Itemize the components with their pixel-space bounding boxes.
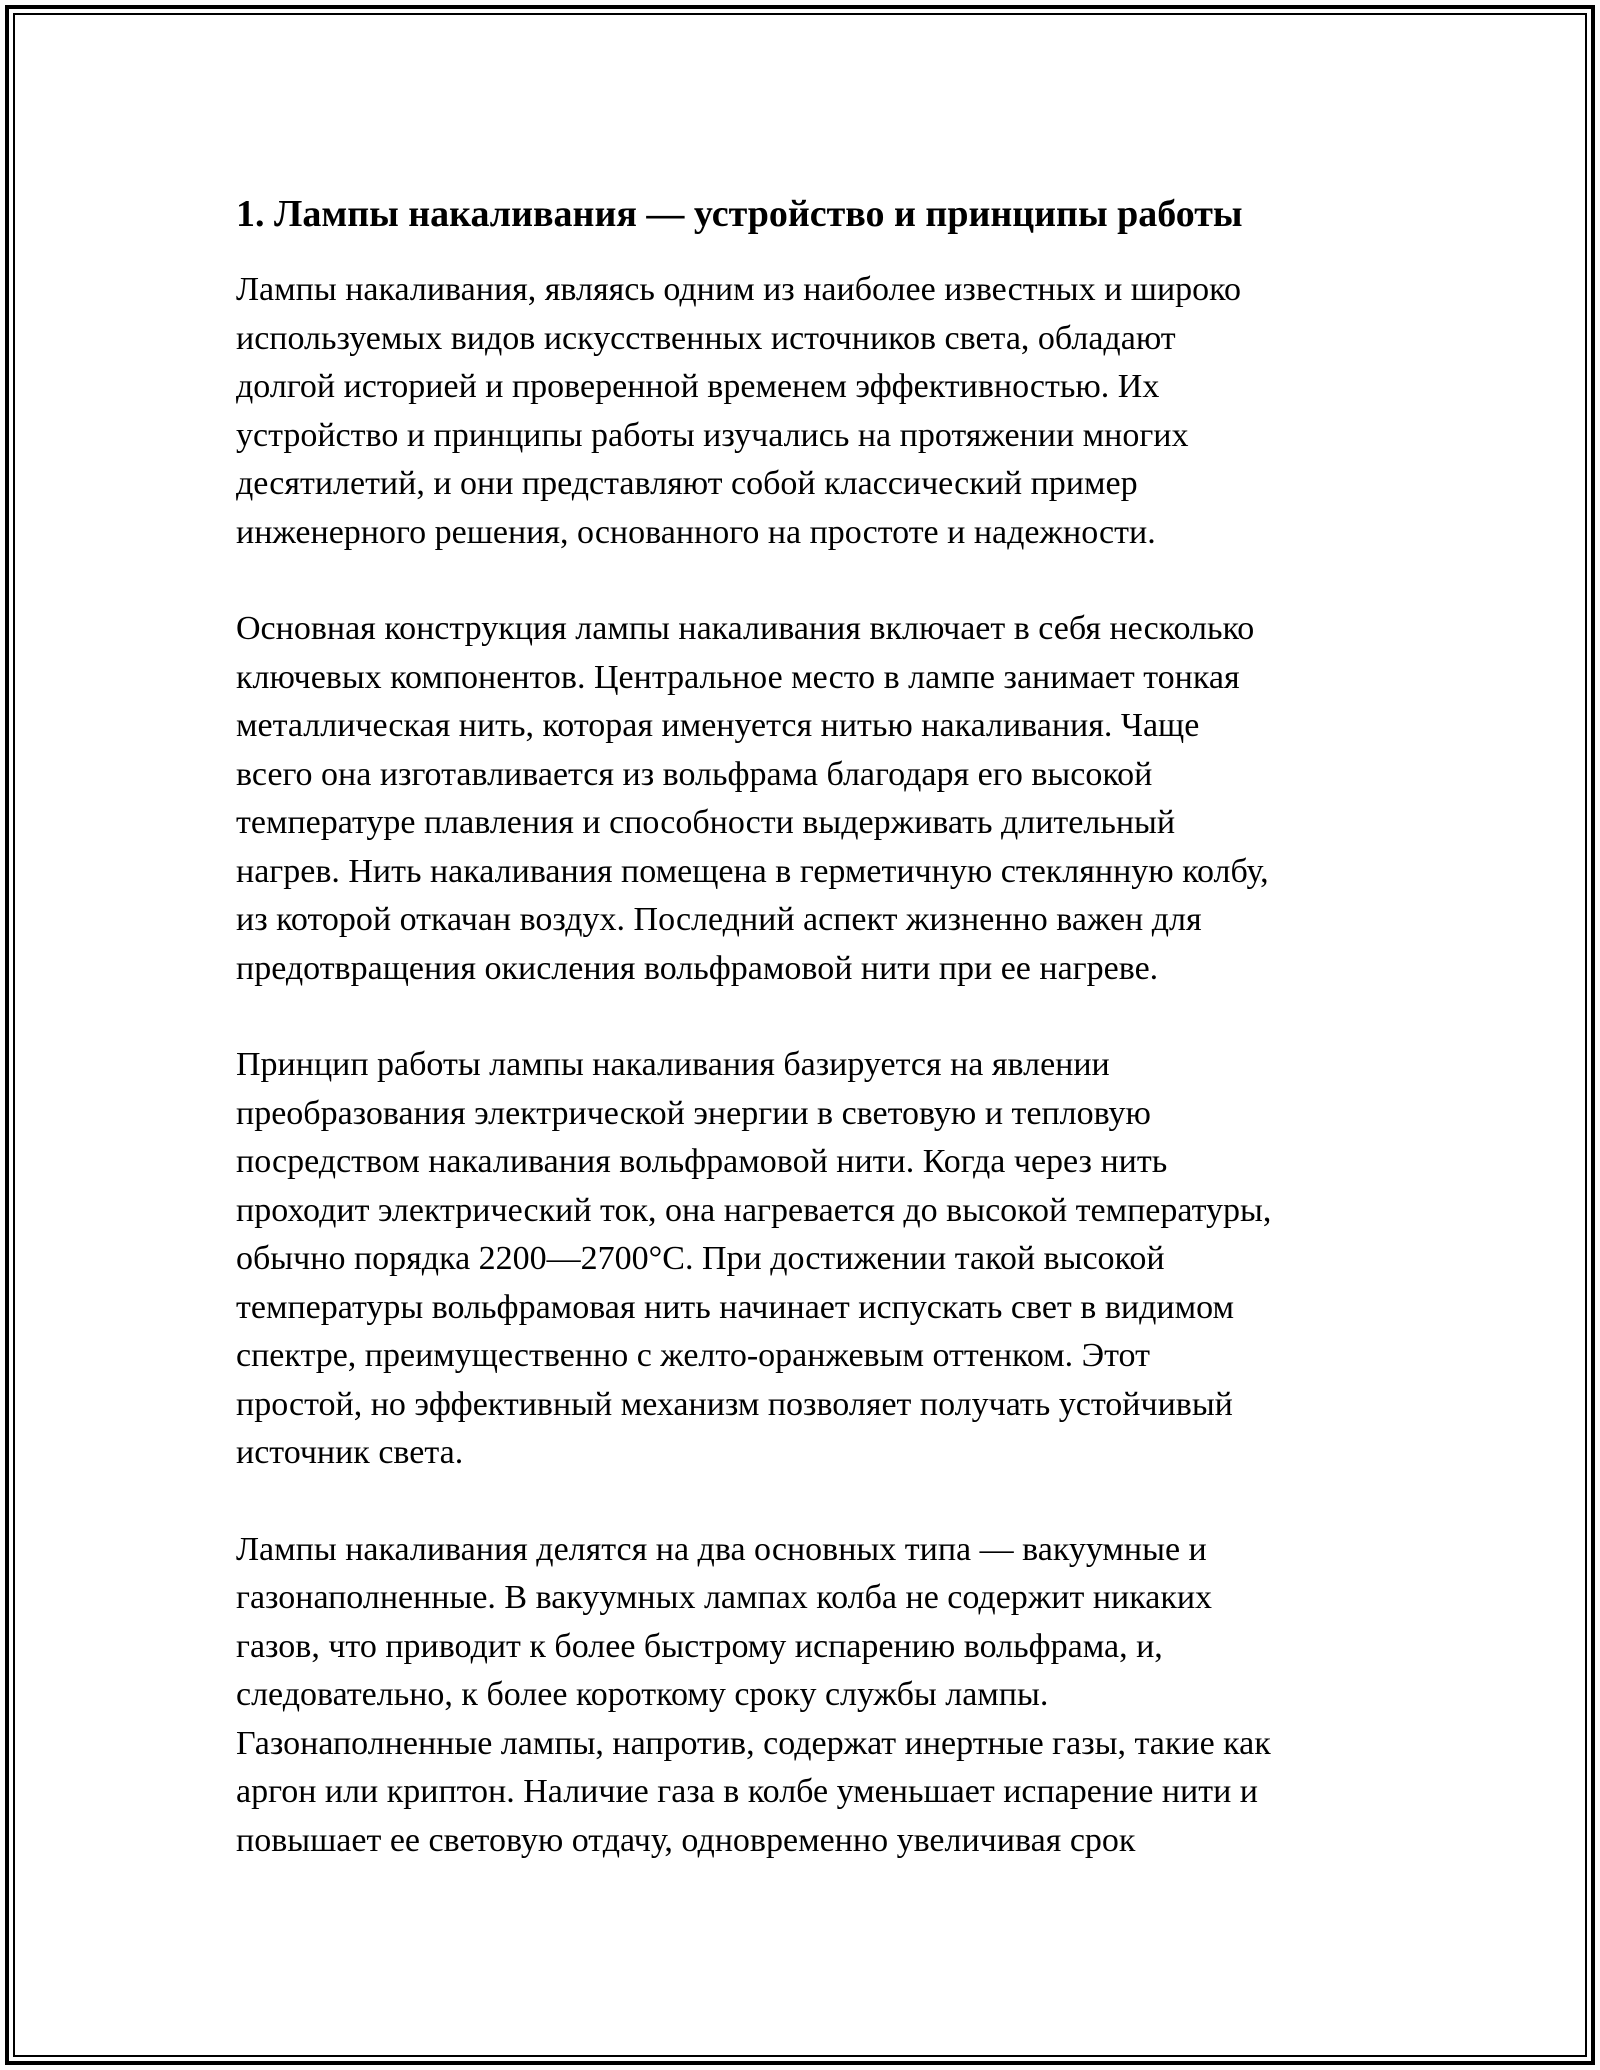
text-line: нагрев. Нить накаливания помещена в герметичную стеклянную колбу, <box>236 852 1269 890</box>
paragraph-construction <box>236 605 1366 993</box>
text-line: Газонаполненные лампы, напротив, содержат инертные газы, такие как <box>236 1724 1271 1762</box>
paragraph-intro <box>236 266 1366 557</box>
text-line: из которой откачан воздух. Последний аспект жизненно важен для <box>236 901 1202 938</box>
text-line: газонаполненные. В вакуумных лампах колба не содержит никаких <box>236 1579 1213 1616</box>
paragraph-principle <box>236 1041 1366 1478</box>
text-line: простой, но эффективный механизм позволяет получать устойчивый <box>236 1385 1233 1423</box>
text-line: долгой историей и проверенной временем эффективностью. Их <box>236 368 1160 405</box>
text-line: температуры вольфрамовая нить начинает испускать свет в видимом <box>236 1288 1234 1326</box>
text-line: десятилетий, и они представляют собой классический пример <box>236 465 1138 502</box>
text-line: устройство и принципы работы изучались на протяжении многих <box>236 416 1189 454</box>
text-line: газов, что приводит к более быстрому испарению вольфрама, и, <box>236 1627 1163 1665</box>
text-line: спектре, преимущественно с желто-оранжевым оттенком. Этот <box>236 1337 1150 1374</box>
text-line: повышает ее световую отдачу, одновременно увеличивая срок <box>236 1821 1136 1859</box>
text-line: металлическая нить, которая именуется нитью накаливания. Чаще <box>236 707 1200 744</box>
text-line: проходит электрический ток, она нагревается до высокой температуры, <box>236 1191 1272 1229</box>
document-body <box>236 188 1366 1913</box>
text-line: преобразования электрической энергии в световую и тепловую <box>236 1094 1151 1132</box>
text-line: инженерного решения, основанного на простоте и надежности. <box>236 513 1156 551</box>
text-line: Лампы накаливания делятся на два основных типа — вакуумные и <box>236 1530 1207 1568</box>
text-line: Основная конструкция лампы накаливания включает в себя несколько <box>236 610 1255 647</box>
text-line: аргон или криптон. Наличие газа в колбе уменьшает испарение нити и <box>236 1773 1258 1810</box>
text-line: Принцип работы лампы накаливания базируется на явлении <box>236 1046 1110 1083</box>
text-line: ключевых компонентов. Центральное место в лампе занимает тонкая <box>236 658 1240 696</box>
text-line: предотвращения окисления вольфрамовой нити при ее нагреве. <box>236 949 1159 987</box>
text-line: посредством накаливания вольфрамовой нити. Когда через нить <box>236 1143 1168 1180</box>
section-heading: 1. Лампы накаливания — устройство и принципы работы <box>236 193 1243 235</box>
text-line: Лампы накаливания, являясь одним из наиболее известных и широко <box>236 271 1241 308</box>
text-line: следовательно, к более короткому сроку службы лампы. <box>236 1676 1049 1713</box>
paragraph-types <box>236 1526 1366 1866</box>
text-line: обычно порядка 2200—2700°C. При достижении такой высокой <box>236 1240 1165 1277</box>
text-line: температуре плавления и способности выдерживать длительный <box>236 804 1176 841</box>
text-line: источник света. <box>236 1434 464 1471</box>
text-line: используемых видов искусственных источников света, обладают <box>236 319 1176 357</box>
text-line: всего она изготавливается из вольфрама благодаря его высокой <box>236 755 1153 793</box>
